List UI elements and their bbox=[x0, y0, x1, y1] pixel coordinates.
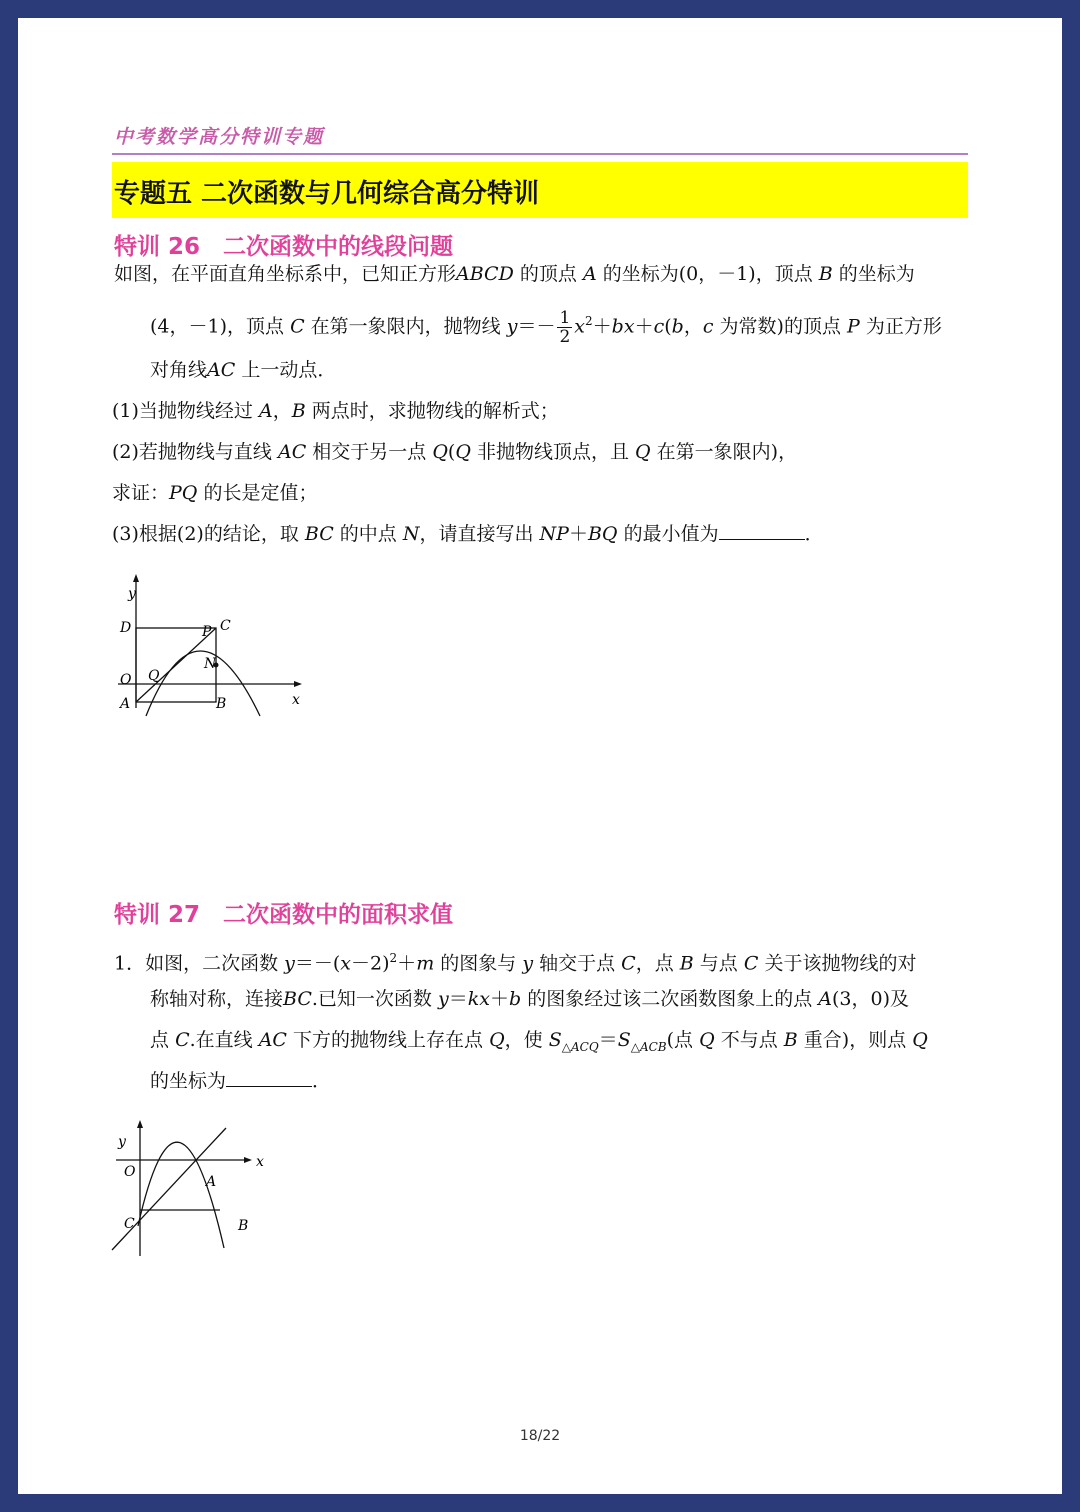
figure-26-graph bbox=[108, 568, 318, 718]
label-c: C bbox=[124, 1216, 135, 1232]
label-d: D bbox=[120, 620, 132, 636]
problem-26-question-2-proof: 求证：PQ 的长是定值； bbox=[112, 482, 318, 504]
page-number: 18/22 bbox=[519, 1428, 561, 1444]
parabola bbox=[138, 1142, 224, 1248]
problem-26-line-2: (4，－1)，顶点 C 在第一象限内，抛物线 y＝－ $\frac{1}{2}$ $x^2+bx+c(b$，c 为常数)的顶点 P 为正方形 bbox=[150, 307, 942, 347]
label-c: C bbox=[220, 618, 231, 634]
label-q: Q bbox=[148, 668, 160, 684]
label-o: O bbox=[124, 1164, 136, 1180]
problem-26-line-1: 如图，在平面直角坐标系中，已知正方形ABCD 的顶点 A 的坐标为(0，－1)，顶点 B 的坐标为 bbox=[114, 263, 915, 285]
header-divider bbox=[112, 153, 968, 155]
section-heading-27: 特训 27 二次函数中的面积求值 bbox=[114, 902, 454, 928]
answer-blank bbox=[719, 539, 805, 540]
document-page bbox=[18, 18, 1062, 1494]
topic-title: 专题五 二次函数与几何综合高分特训 bbox=[114, 179, 540, 209]
problem-26-line-3: 对角线AC 上一动点． bbox=[150, 359, 337, 381]
label-n: N bbox=[204, 656, 217, 672]
label-y: y bbox=[128, 586, 136, 602]
y-axis-arrow bbox=[137, 1120, 143, 1128]
section-heading-26: 特训 26 二次函数中的线段问题 bbox=[114, 234, 454, 260]
problem-27-line-2: 称轴对称，连接BC.已知一次函数 y＝kx＋b 的图象经过该二次函数图象上的点 A(3，0)及 bbox=[150, 988, 909, 1010]
label-b: B bbox=[216, 696, 227, 712]
answer-blank bbox=[226, 1086, 312, 1087]
x-axis-arrow bbox=[244, 1157, 252, 1163]
label-a: A bbox=[206, 1174, 217, 1190]
problem-27-line-3: 点 C.在直线 AC 下方的抛物线上存在点 Q，使 $S_{\triangle ACQ}=S_{\triangle ACB}$(点 Q 不与点 B 重合)，则点 Q bbox=[150, 1029, 928, 1054]
y-axis-arrow bbox=[133, 574, 139, 582]
problem-27-line-1: 1．如图，二次函数 $y=-(x-2)^2+m$ 的图象与 y 轴交于点 C，点 B 与点 C 关于该抛物线的对 bbox=[114, 951, 917, 975]
problem-27-line-4: 的坐标为 ． bbox=[150, 1070, 332, 1092]
label-x: x bbox=[256, 1154, 264, 1170]
series-title: 中考数学高分特训专题 bbox=[114, 126, 325, 148]
problem-26-question-2: (2)若抛物线与直线 AC 相交于另一点 Q(Q 非抛物线顶点，且 Q 在第一象限内)， bbox=[112, 441, 798, 463]
label-p: P bbox=[202, 624, 212, 640]
topic-banner bbox=[112, 162, 968, 218]
problem-26-question-3: (3)根据(2)的结论，取 BC 的中点 N，请直接写出 NP＋BQ 的最小值为 ． bbox=[112, 523, 824, 545]
label-y: y bbox=[118, 1134, 126, 1150]
label-x: x bbox=[292, 692, 300, 708]
label-o: O bbox=[120, 672, 132, 688]
label-b: B bbox=[238, 1218, 249, 1234]
fraction-one-half: $\frac{1}{2}$ bbox=[559, 307, 571, 347]
problem-26-question-1: (1)当抛物线经过 A，B 两点时，求抛物线的解析式； bbox=[112, 400, 559, 422]
x-axis-arrow bbox=[294, 681, 302, 687]
figure-27-graph bbox=[108, 1114, 278, 1264]
label-a: A bbox=[120, 696, 131, 712]
